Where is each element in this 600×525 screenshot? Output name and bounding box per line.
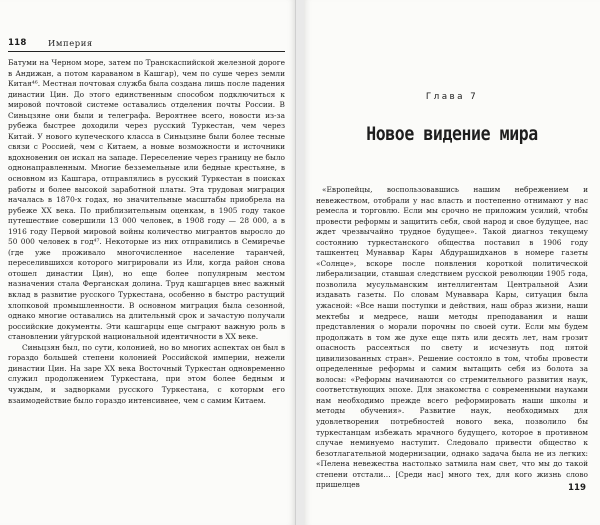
left-paragraph: Батуми на Черном море, затем по Транскаспийской железной дороге в Андижан, а потом караваном в Кашгар), чем по суше через земли Китая⁴⁶. Местная почтовая служба была создана лишь после падения династии Цин. До этого единственным способом подключиться к мировой почтовой системе оставались отделения почты России. В Синьцзяне они были и телеграфа. Вероятнее всего, новости из-за рубежа быстрее доходили через русский Туркестан, чем через Китай. У нового купеческого класса в Синьцзяне были более тесные связи с Россией, чем с Китаем, а новые возможности и источники вдохновения он искал на западе. Переселение через границу не было однонаправленным. Многие безземельные или бедные крестьяне, в основном из Кашгара, отправлялись в русский Туркестан в поисках работы и более высокой заработной платы. Эта трудовая миграция началась в 1870-х годах, но значительные масштабы приобрела на рубеже XX века. По приблизительным оценкам, в 1905 году такое путешествие совершили 13 000 человек, в 1908 году — 28 000, а в 1916 году Первой мировой войны количество мигрантов выросло до 50 000 человек в год⁴⁷. Некоторые из них отправились в Семиречье (где уже проживало многочисленное население таранчей, переселившихся которого мигрировали из Или, когда район снова отошел династии Цин), но еще более популярным местом назначения стала Ферганская долина. Труд кашгарцев внес важный вклад в развитие русского Туркестана, особенно в быстро растущий хлопковой промышленности. В основном миграция была сезонной, однако многие оставались на длительный срок и зачастую получали российские документы. Эти кашгарцы еще сыграют важную роль в становлении уйгурской национальной идентичности в XX веке. bbox=[8, 58, 285, 342]
left-body-text bbox=[8, 58, 285, 406]
right-body-text bbox=[316, 185, 588, 491]
left-page-number: 118 bbox=[8, 38, 27, 48]
right-page bbox=[304, 0, 600, 525]
book-gutter bbox=[296, 0, 304, 525]
running-title: Империя bbox=[48, 38, 93, 48]
chapter-label: Глава 7 bbox=[425, 92, 479, 102]
left-running-head bbox=[8, 38, 285, 52]
chapter-title: Новое видение мира bbox=[366, 122, 538, 145]
right-paragraph: «Европейцы, воспользовавшись нашим небрежением и невежеством, отобрали у нас власть и постепенно отнимают у нас ремесла и торговлю. Если мы срочно не приложим усилий, чтобы провести реформы и защитить себя, свой народ и свое будущее, нас ждет чрезвычайно трудное будущее». Такой диагноз текущему состоянию туркестанского общества поставил в 1906 году ташкентец Мунаввар Кары Абдурашидханов в номере газеты «Солнце», вскоре после появления короткой политической либерализации, ставшая следствием русской революции 1905 года, позволила мусульманским интеллигентам Центральной Азии издавать газеты. По словам Мунаввара Кары, ситуация была ужасной: «Все наши поступки и действия, наш образ жизни, наши мектебы и медресе, наши методы преподавания и наши представления о морали порочны по своей сути. Если мы будем продолжать в том же духе еще пять или десять лет, нам грозит опасность рассеяться по свету и исчезнуть под пятой цивилизованных стран». Решение состояло в том, чтобы провести определенные реформы и самим вытащить себя из болота за волосы: «Реформы начинаются со стремительного развития наук, соответствующих эпохе. Для знакомства с современными науками нам необходимо прежде всего реформировать наши школы и методы обучения». Развитие наук, необходимых для удовлетворения потребностей нового века, позволило бы туркестанцам избежать мрачного будущего, которое в противном случае неминуемо наступит. Следовало привести общество к безотлагательной модернизации, однако задача была не из легких: «Пелена невежества настолько затмила нам свет, что мы до такой степени отстали… [Среди нас] много тех, для кого жизнь слово пришелцев bbox=[316, 185, 588, 490]
left-paragraph: Синьцзян был, по сути, колонией, но во многих аспектах он был в гораздо большей степени колонией Российской империи, нежели династии Цин. На заре XX века Восточный Туркестан одновременно служил продолжением Туркестана, при этом более бедным и чуждым, и задворками русского Туркестана, с которым его взаимодействие было гораздо интенсивнее, чем с самим Китаем. bbox=[8, 342, 285, 405]
left-page bbox=[0, 0, 296, 525]
right-page-number: 119 bbox=[568, 483, 586, 493]
